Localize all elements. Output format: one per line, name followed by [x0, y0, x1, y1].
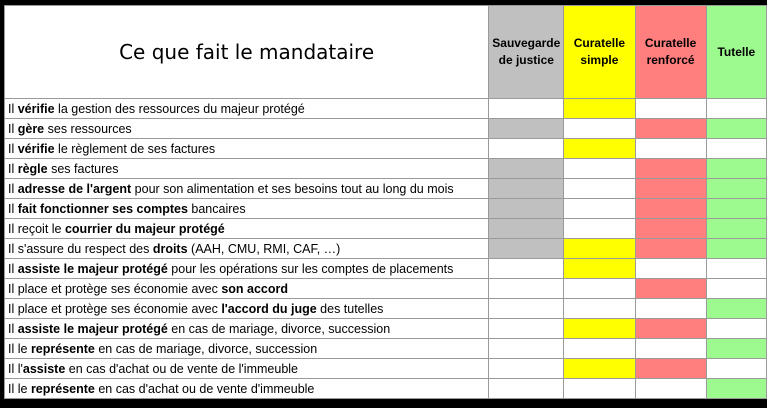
- table-row: [5, 359, 767, 379]
- label-bold-text: droits: [152, 241, 188, 256]
- table-row: [5, 199, 767, 219]
- cell-curatelle-simple: [564, 119, 635, 139]
- table-row: [5, 379, 767, 399]
- cell-curatelle-renforce: [635, 239, 706, 259]
- cell-curatelle-renforce: [635, 259, 706, 279]
- label-bold-text: adresse de l'argent: [17, 181, 132, 196]
- cell-sauvegarde: [489, 119, 564, 139]
- col-header-curatelle-simple: Curatelle simple: [564, 6, 635, 99]
- row-label: [5, 219, 489, 239]
- cell-curatelle-renforce: [635, 379, 706, 399]
- row-label: [5, 359, 489, 379]
- label-text: bancaires: [187, 201, 246, 216]
- cell-tutelle: [706, 279, 766, 299]
- row-label: [5, 199, 489, 219]
- cell-curatelle-renforce: [635, 159, 706, 179]
- row-label: [5, 179, 489, 199]
- cell-curatelle-simple: [564, 99, 635, 119]
- cell-curatelle-renforce: [635, 219, 706, 239]
- cell-tutelle: [706, 119, 766, 139]
- table-row: [5, 279, 767, 299]
- label-text: en cas de mariage, divorce, succession: [167, 321, 391, 336]
- table-title: Ce que fait le mandataire: [5, 6, 489, 99]
- cell-curatelle-renforce: [635, 119, 706, 139]
- table-row: [5, 99, 767, 119]
- label-text: (AAH, CMU, RMI, CAF, …): [187, 241, 341, 256]
- cell-tutelle: [706, 179, 766, 199]
- cell-curatelle-simple: [564, 179, 635, 199]
- table-row: [5, 179, 767, 199]
- cell-sauvegarde: [489, 99, 564, 119]
- header-row: [5, 6, 767, 99]
- row-label: [5, 279, 489, 299]
- label-text: Il: [8, 261, 18, 276]
- cell-sauvegarde: [489, 339, 564, 359]
- label-text: ses ressources: [44, 121, 132, 136]
- cell-curatelle-renforce: [635, 319, 706, 339]
- label-text: en cas de mariage, divorce, succession: [94, 341, 318, 356]
- label-bold-text: son accord: [221, 281, 289, 296]
- row-label: [5, 99, 489, 119]
- cell-curatelle-simple: [564, 279, 635, 299]
- label-text: en cas d'achat ou de vente d'immeuble: [94, 381, 315, 396]
- cell-curatelle-renforce: [635, 139, 706, 159]
- cell-curatelle-simple: [564, 199, 635, 219]
- cell-tutelle: [706, 359, 766, 379]
- cell-tutelle: [706, 319, 766, 339]
- cell-curatelle-simple: [564, 339, 635, 359]
- label-bold-text: représente: [30, 381, 95, 396]
- row-label: [5, 159, 489, 179]
- cell-sauvegarde: [489, 239, 564, 259]
- label-text: Il l': [8, 361, 23, 376]
- label-bold-text: vérifie: [17, 141, 55, 156]
- label-text: pour son alimentation et ses besoins tout au long du mois: [131, 181, 454, 196]
- label-text: le règlement de ses factures: [54, 141, 216, 156]
- table-row: [5, 259, 767, 279]
- table-row: [5, 139, 767, 159]
- row-label: [5, 339, 489, 359]
- table-row: [5, 299, 767, 319]
- row-label: [5, 379, 489, 399]
- table-body: [5, 99, 767, 399]
- label-bold-text: assiste: [22, 361, 66, 376]
- table-row: [5, 319, 767, 339]
- cell-tutelle: [706, 379, 766, 399]
- cell-sauvegarde: [489, 199, 564, 219]
- cell-tutelle: [706, 259, 766, 279]
- label-text: la gestion des ressources du majeur protégé: [54, 101, 305, 116]
- cell-sauvegarde: [489, 139, 564, 159]
- label-text: Il: [8, 161, 18, 176]
- cell-curatelle-simple: [564, 139, 635, 159]
- label-text: Il: [8, 101, 18, 116]
- label-text: pour les opérations sur les comptes de placements: [167, 261, 454, 276]
- label-bold-text: vérifie: [17, 101, 55, 116]
- label-text: Il place et protège ses économie avec: [8, 281, 222, 296]
- cell-curatelle-renforce: [635, 339, 706, 359]
- table-row: [5, 239, 767, 259]
- table-row: [5, 119, 767, 139]
- cell-sauvegarde: [489, 259, 564, 279]
- label-bold-text: assiste le majeur protégé: [17, 261, 168, 276]
- cell-curatelle-renforce: [635, 199, 706, 219]
- row-label: [5, 259, 489, 279]
- label-text: Il: [8, 121, 18, 136]
- cell-curatelle-renforce: [635, 99, 706, 119]
- cell-tutelle: [706, 199, 766, 219]
- cell-tutelle: [706, 339, 766, 359]
- cell-curatelle-simple: [564, 299, 635, 319]
- label-text: ses factures: [47, 161, 119, 176]
- cell-sauvegarde: [489, 379, 564, 399]
- cell-curatelle-simple: [564, 219, 635, 239]
- cell-sauvegarde: [489, 219, 564, 239]
- label-bold-text: gère: [17, 121, 45, 136]
- label-bold-text: courrier du majeur protégé: [64, 221, 225, 236]
- row-label: [5, 239, 489, 259]
- col-header-tutelle: Tutelle: [706, 6, 766, 99]
- col-header-sauvegarde: Sauvegarde de justice: [489, 6, 564, 99]
- row-label: [5, 139, 489, 159]
- label-text: Il le: [8, 381, 31, 396]
- label-text: Il: [8, 321, 18, 336]
- label-text: Il reçoit le: [8, 221, 65, 236]
- label-text: Il: [8, 141, 18, 156]
- label-text: Il place et protège ses économie avec: [8, 301, 222, 316]
- cell-sauvegarde: [489, 299, 564, 319]
- label-text: Il: [8, 201, 18, 216]
- label-text: Il: [8, 181, 18, 196]
- cell-sauvegarde: [489, 319, 564, 339]
- cell-curatelle-renforce: [635, 179, 706, 199]
- row-label: [5, 119, 489, 139]
- cell-sauvegarde: [489, 159, 564, 179]
- row-label: [5, 319, 489, 339]
- label-bold-text: fait fonctionner ses comptes: [17, 201, 188, 216]
- cell-sauvegarde: [489, 179, 564, 199]
- cell-tutelle: [706, 299, 766, 319]
- table-row: [5, 339, 767, 359]
- cell-curatelle-renforce: [635, 299, 706, 319]
- cell-tutelle: [706, 159, 766, 179]
- cell-curatelle-simple: [564, 239, 635, 259]
- cell-tutelle: [706, 139, 766, 159]
- label-text: Il le: [8, 341, 31, 356]
- cell-curatelle-simple: [564, 319, 635, 339]
- cell-tutelle: [706, 219, 766, 239]
- cell-curatelle-simple: [564, 379, 635, 399]
- cell-curatelle-simple: [564, 159, 635, 179]
- table-row: [5, 219, 767, 239]
- label-text: des tutelles: [316, 301, 384, 316]
- cell-curatelle-simple: [564, 359, 635, 379]
- table-row: [5, 159, 767, 179]
- mandataire-table: [4, 5, 767, 399]
- label-bold-text: l'accord du juge: [221, 301, 317, 316]
- cell-sauvegarde: [489, 279, 564, 299]
- label-text: en cas d'achat ou de vente de l'immeuble: [65, 361, 298, 376]
- cell-curatelle-simple: [564, 259, 635, 279]
- cell-curatelle-renforce: [635, 359, 706, 379]
- cell-curatelle-renforce: [635, 279, 706, 299]
- cell-tutelle: [706, 99, 766, 119]
- col-header-curatelle-renforce: Curatelle renforcé: [635, 6, 706, 99]
- label-bold-text: représente: [30, 341, 95, 356]
- label-text: Il s'assure du respect des: [8, 241, 153, 256]
- label-bold-text: règle: [17, 161, 48, 176]
- cell-tutelle: [706, 239, 766, 259]
- label-bold-text: assiste le majeur protégé: [17, 321, 168, 336]
- row-label: [5, 299, 489, 319]
- cell-sauvegarde: [489, 359, 564, 379]
